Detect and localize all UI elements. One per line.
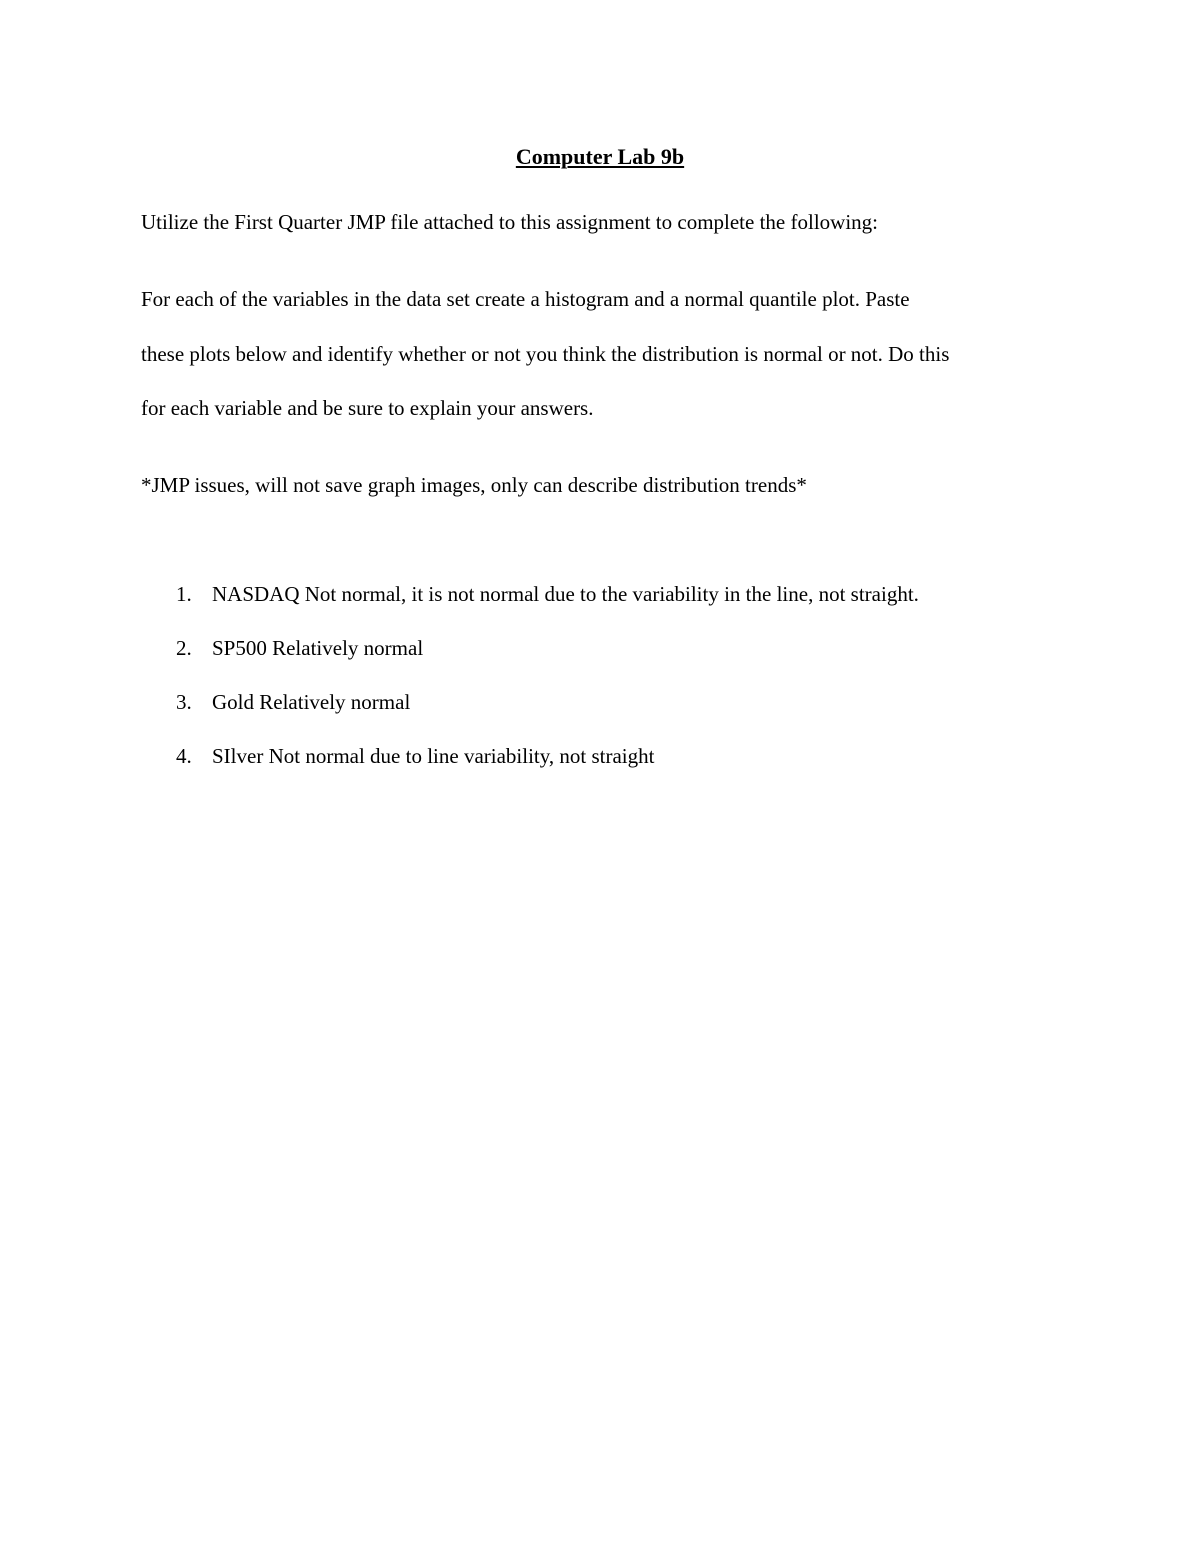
paragraph-line-3: for each variable and be sure to explain your answers. bbox=[141, 396, 594, 420]
list-item-number: 3. bbox=[176, 690, 192, 714]
list-item-text: SIlver Not normal due to line variability, not straight bbox=[212, 744, 655, 768]
list-item-text: NASDAQ Not normal, it is not normal due to the variability in the line, not straight. bbox=[212, 582, 919, 606]
instruction-text: Utilize the First Quarter JMP file attached to this assignment to complete the following: bbox=[141, 210, 878, 234]
list-item-number: 4. bbox=[176, 744, 192, 768]
paragraph-line-2: these plots below and identify whether or not you think the distribution is normal or not. Do this bbox=[141, 342, 950, 366]
list-item-number: 1. bbox=[176, 582, 192, 606]
document-title: Computer Lab 9b bbox=[515, 144, 685, 169]
list-item-text: Gold Relatively normal bbox=[212, 690, 411, 714]
list-item-text: SP500 Relatively normal bbox=[212, 636, 424, 660]
note-text: *JMP issues, will not save graph images, only can describe distribution trends* bbox=[141, 473, 807, 497]
paragraph-line-1: For each of the variables in the data set create a histogram and a normal quantile plot. Paste bbox=[141, 287, 910, 311]
list-item-number: 2. bbox=[176, 636, 192, 660]
